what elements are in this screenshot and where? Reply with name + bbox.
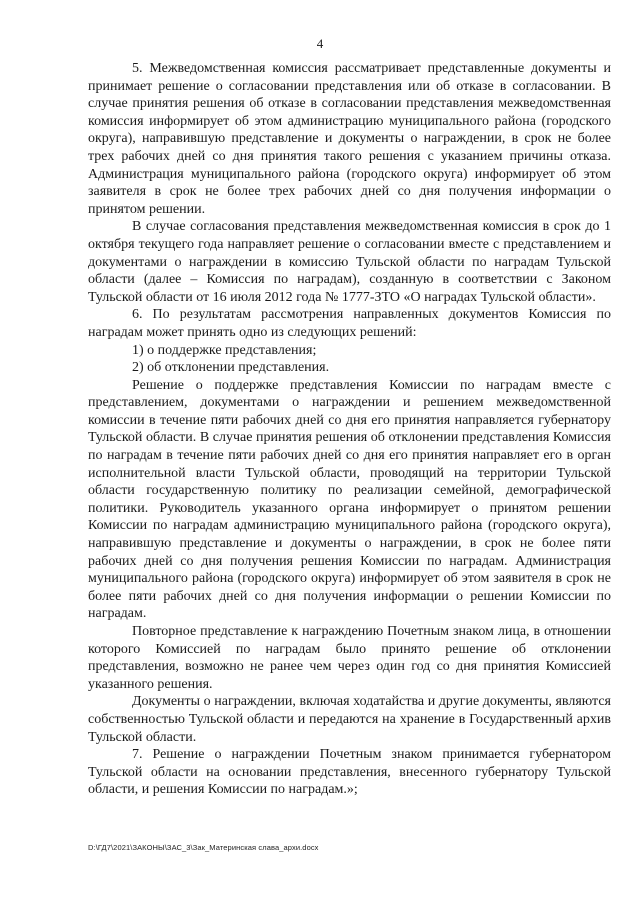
paragraph-documents: Документы о награждении, включая ходатайства и другие документы, являются собственностью Тульской области и передаются на хранение в Государственный архив Тульской области. [88,694,611,745]
list-item-rejection: 2) об отклонении представления. [132,360,330,376]
paragraph-item-6: 6. По результатам рассмотрения направленных документов Комиссия по наградам может принять одно из следующих решений: [88,307,611,340]
list-item-support: 1) о поддержке представления; [132,342,317,358]
file-path-footer: D:\ГД7\2021\ЗАКОНЫ\ЗАС_3\Зак_Материнская слава_архи.docx [88,843,319,852]
paragraph-item-7: 7. Решение о награждении Почетным знаком принимается губернатором Тульской области на основании представления, внесенного губернатору Тульской области, и решения Комиссии по наградам.»; [88,747,611,798]
page-number: 4 [316,36,324,51]
paragraph-approval: В случае согласования представления межведомственная комиссия в срок до 1 октября текущего года направляет решение о согласовании вместе с представлением и документами о награждении в комиссию Тульской области по наградам Тульской области (далее – Комиссия по наградам), созданную в соответствии с Законом Тульской области от 16 июля 2012 года № 1777-ЗТО «О наградах Тульской области». [88,219,611,305]
paragraph-decision: Решение о поддержке представления Комиссии по наградам вместе с представлением, документами о награждении и решением межведомственной комиссии в течение пяти рабочих дней со дня его принятия направляется губернатору Тульской области. В случае принятия решения об отклонении представления Комиссия по наградам в течение пяти рабочих дней со дня его принятия направляет его в орган исполнительной власти Тульской области, проводящий на территории Тульской области государственную политику по реализации семейной, демографической политики. Руководитель указанного органа информирует о принятом решении Комиссии по наградам администрацию муниципального района (городского округа), направившую представление и документы о награждении, в срок не более пяти рабочих дней со дня получения решения Комиссии по наградам. Администрация муниципального района (городского округа) информирует об этом заявителя в срок не более пяти рабочих дней со дня получения информации о решении Комиссии по наградам. [88,377,611,622]
document-body [88,60,611,799]
paragraph-repeat-submission: Повторное представление к награждению Почетным знаком лица, в отношении которого Комиссией по наградам было принято решение об отклонении представления, возможно не ранее чем через один год со дня принятия Комиссией указанного решения. [88,624,611,692]
paragraph-item-5: 5. Межведомственная комиссия рассматривает представленные документы и принимает решение о согласовании представления или об отказе в согласовании. В случае принятия решения об отказе в согласовании представления межведомственная комиссия информирует об этом администрацию муниципального района (городского округа), направившую представление и документы о награждении, в срок не более трех рабочих дней со дня принятия такого решения с указанием причины отказа. Администрация муниципального района (городского округа) информирует об этом заявителя в срок не более трех рабочих дней со дня получения информации о принятом решении. [88,61,611,217]
